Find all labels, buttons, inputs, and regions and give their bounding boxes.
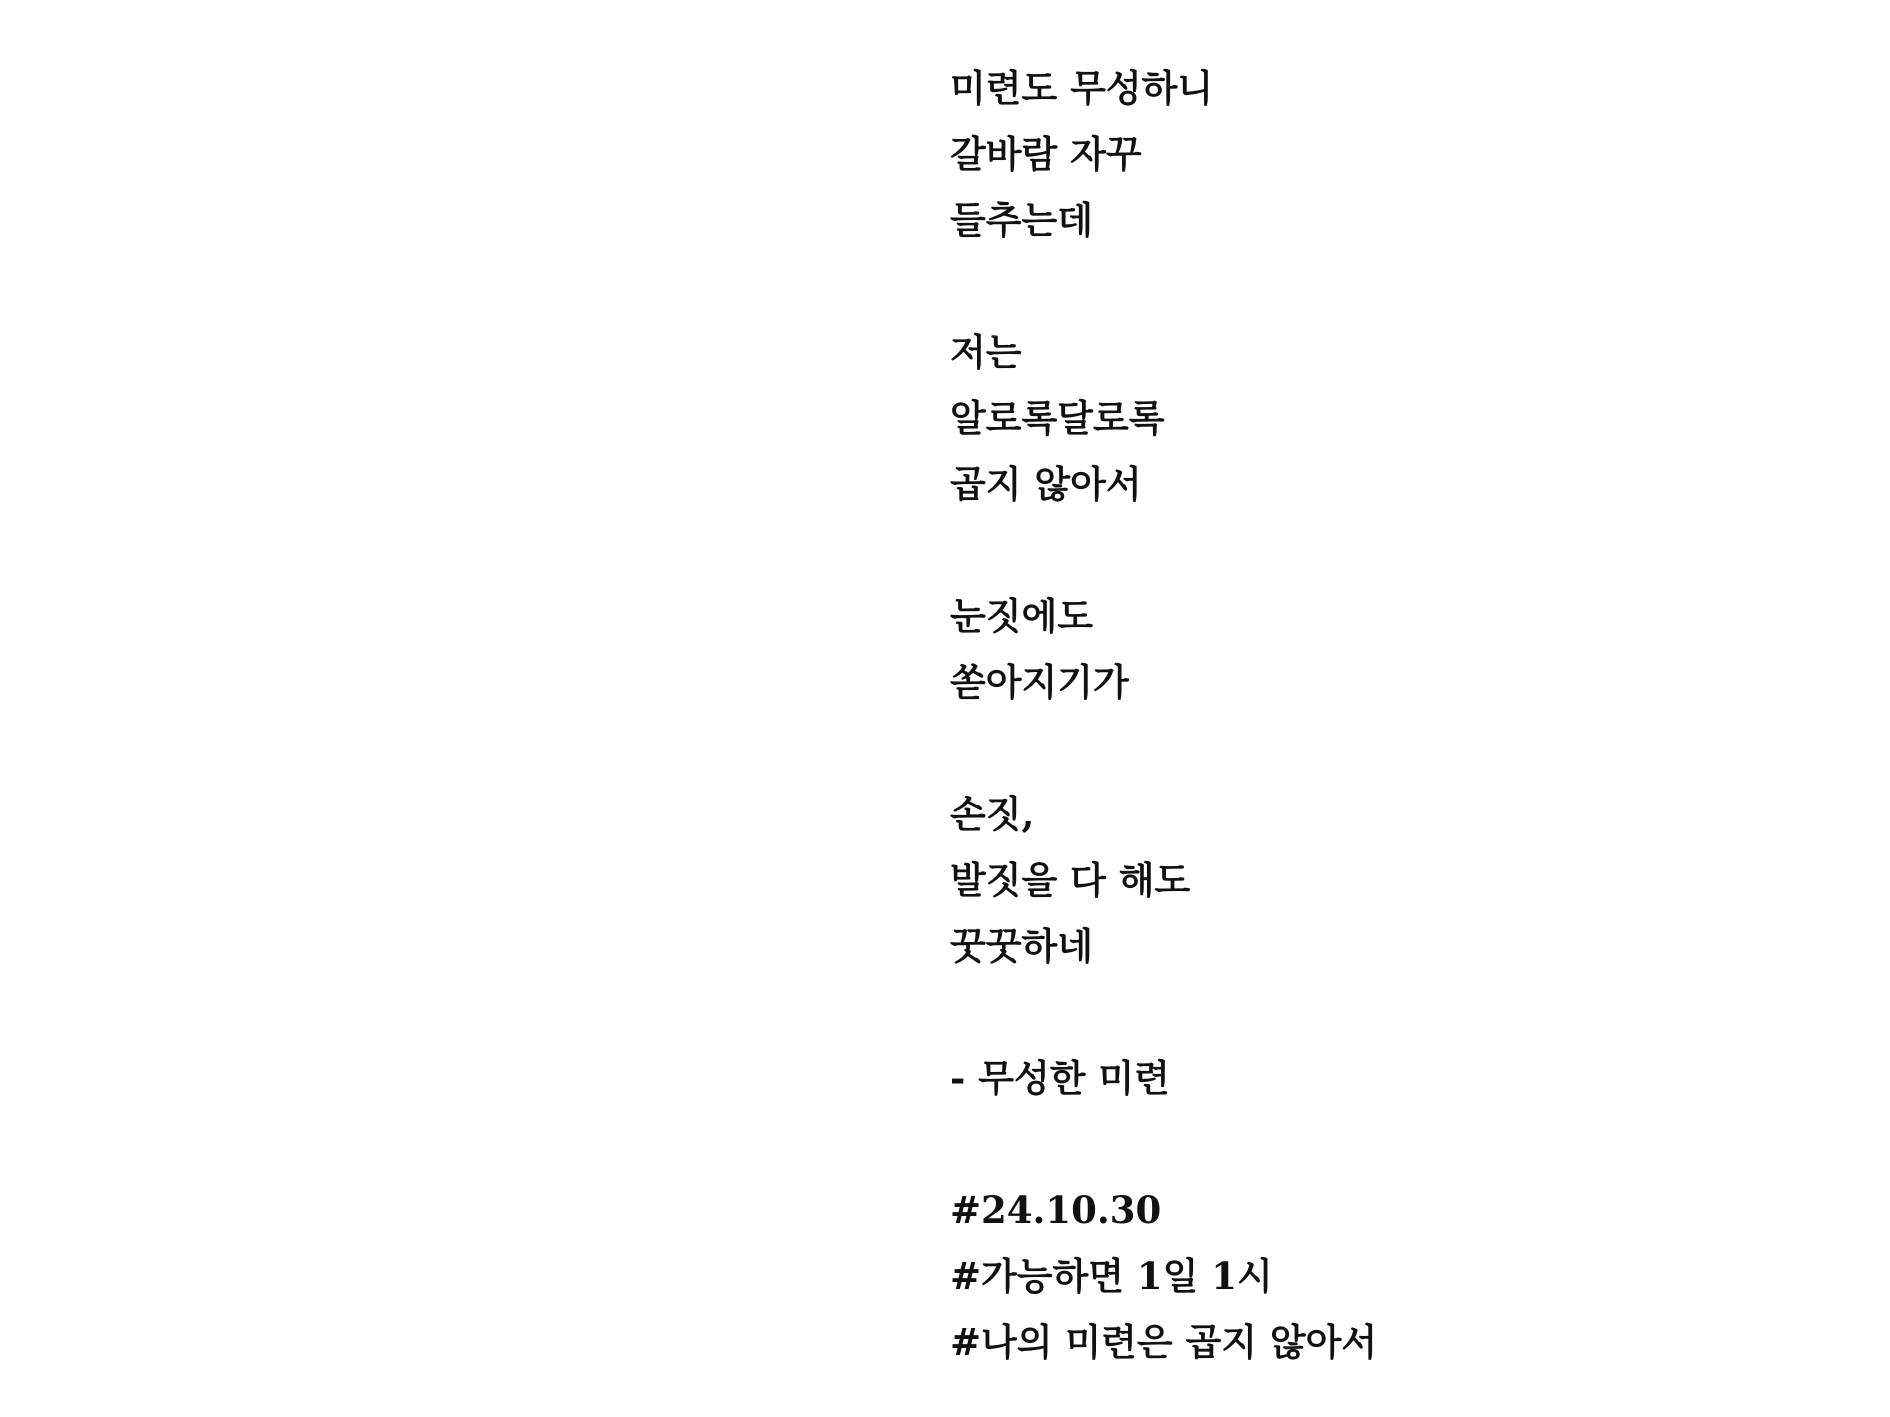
stanza-3 xyxy=(950,583,1377,715)
hashtag[interactable]: #24.10.30 xyxy=(950,1188,1162,1232)
poem-body xyxy=(950,55,1377,1375)
poem-line: 곱지 않아서 xyxy=(950,462,1142,506)
poem-line: 발짓을 다 해도 xyxy=(950,858,1191,902)
hashtag[interactable]: #가능하면 1일 1시 xyxy=(950,1254,1273,1298)
poem-line: 쏟아지기가 xyxy=(950,660,1129,704)
poem-line: 저는 xyxy=(950,330,1022,374)
stanza-2 xyxy=(950,319,1377,517)
poem-line: 알로록달로록 xyxy=(950,396,1165,440)
poem-signature: - 무성한 미련 xyxy=(950,1056,1170,1100)
stanza-1 xyxy=(950,55,1377,253)
poem-line: 손짓, xyxy=(950,792,1035,836)
poem-line: 눈짓에도 xyxy=(950,594,1093,638)
poem-line: 꿋꿋하네 xyxy=(950,924,1093,968)
poem-line: 들추는데 xyxy=(950,198,1093,242)
poem-line: 미련도 무성하니 xyxy=(950,66,1214,110)
poem-line: 갈바람 자꾸 xyxy=(950,132,1142,176)
hashtag-list xyxy=(950,1177,1377,1375)
stanza-4 xyxy=(950,781,1377,979)
signature-block xyxy=(950,1045,1377,1111)
hashtag[interactable]: #나의 미련은 곱지 않아서 xyxy=(950,1320,1378,1364)
